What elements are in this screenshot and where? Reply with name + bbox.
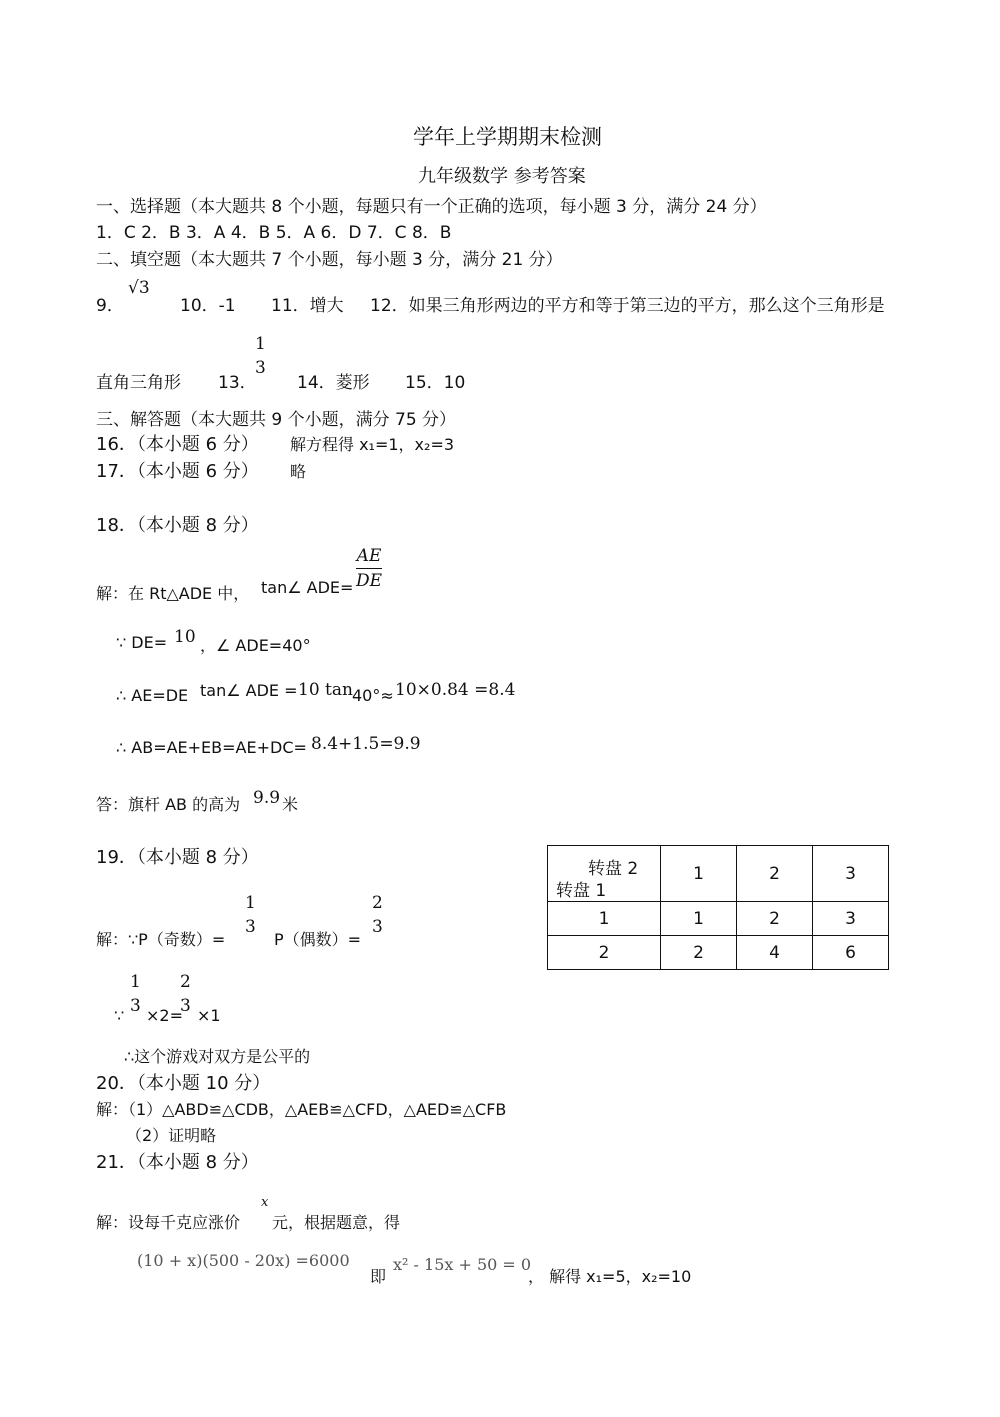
q19-f2-numerator: 2 xyxy=(372,893,383,913)
q21-solution: ， 解得 x₁=5，x₂=10 xyxy=(528,1267,692,1286)
q18-line3-d: 40°≈ xyxy=(352,686,394,705)
table-row xyxy=(548,902,889,936)
q18-fraction-denominator: DE xyxy=(356,571,383,591)
table-header-top: 转盘 2 xyxy=(588,859,639,879)
q18-label: 18．（本小题 8 分） xyxy=(96,515,259,536)
section2-heading: 二、填空题（本大题共 7 个小题，每小题 3 分，满分 21 分） xyxy=(96,250,563,270)
q18-answer-c: 米 xyxy=(282,795,299,814)
q20-line2: （2）证明略 xyxy=(126,1126,217,1145)
q18-line4-a: ∴ AB=AE+EB=AE+DC= xyxy=(116,738,307,757)
table-cell: 4 xyxy=(737,936,813,970)
q9-label: 9． xyxy=(96,296,124,316)
q21-line1-x: x xyxy=(261,1195,269,1210)
table-col-header: 2 xyxy=(737,846,813,902)
q19-f3-numerator: 1 xyxy=(130,972,141,992)
q19-fraction-odd xyxy=(245,893,256,937)
q19-f1-denominator: 3 xyxy=(245,917,256,937)
q21-line1-a: 解：设每千克应涨价 xyxy=(96,1213,241,1232)
table-row-label: 1 xyxy=(548,902,661,936)
q17-label: 17．（本小题 6 分） xyxy=(96,461,259,482)
table-cell: 2 xyxy=(737,902,813,936)
q18-answer-a: 答：旗杆 AB 的高为 xyxy=(96,795,241,814)
table-row-label: 2 xyxy=(548,936,661,970)
q19-f2-denominator: 3 xyxy=(372,917,383,937)
q21-line1-b: 元，根据题意，得 xyxy=(272,1213,401,1232)
q13-label: 13． xyxy=(218,373,257,393)
q19-line2-a: ∵ xyxy=(114,1006,125,1025)
table-cell: 1 xyxy=(661,902,737,936)
q18-line2-c: ，∠ ADE=40° xyxy=(200,636,311,655)
page-title: 学年上学期期末检测 xyxy=(413,125,602,149)
table-cell: 6 xyxy=(813,936,889,970)
q12-answer: 12．如果三角形两边的平方和等于第三边的平方，那么这个三角形是 xyxy=(370,296,885,316)
q11-answer: 11．增大 xyxy=(271,296,344,316)
q18-fraction-bar xyxy=(356,568,382,569)
q19-line1-b: P（偶数）= xyxy=(274,930,362,949)
q18-fraction xyxy=(356,546,382,591)
q18-fraction-numerator: AE xyxy=(356,546,382,566)
page-subtitle: 九年级数学 参考答案 xyxy=(418,166,586,187)
section3-heading: 三、解答题（本大题共 9 个小题，满分 75 分） xyxy=(96,410,457,430)
q13-fraction xyxy=(255,334,266,378)
q16-label: 16．（本小题 6 分） xyxy=(96,434,259,455)
q19-f3-denominator: 3 xyxy=(130,996,141,1016)
q19-label: 19．（本小题 8 分） xyxy=(96,847,259,868)
q20-label: 20．（本小题 10 分） xyxy=(96,1073,271,1094)
q19-conclusion: ∴这个游戏对双方是公平的 xyxy=(124,1047,311,1066)
table-col-header: 3 xyxy=(813,846,889,902)
q18-line3-a: ∴ AE=DE xyxy=(116,686,189,705)
q19-f4-numerator: 2 xyxy=(180,972,191,992)
q10-answer: 10．-1 xyxy=(180,296,236,316)
q18-line1-text: 解：在 Rt△ADE 中， xyxy=(96,584,250,603)
table-cell: 3 xyxy=(813,902,889,936)
q19-f4-denominator: 3 xyxy=(180,996,191,1016)
table-col-header: 1 xyxy=(661,846,737,902)
q21-equation1: (10 + x)(500 - 20x) =6000 xyxy=(137,1251,350,1270)
q9-value: √3 xyxy=(128,278,150,298)
q15-answer: 15．10 xyxy=(405,373,466,393)
q21-label: 21．（本小题 8 分） xyxy=(96,1152,259,1173)
q21-equation2: x² - 15x + 50 = 0 xyxy=(393,1255,532,1274)
q13-denominator: 3 xyxy=(255,358,266,378)
table-cell: 2 xyxy=(661,936,737,970)
q19-fraction-four xyxy=(180,972,191,1016)
q19-line2-b: ×2= xyxy=(146,1006,183,1025)
q18-line2-b: 10 xyxy=(174,627,196,647)
q13-numerator: 1 xyxy=(255,334,266,354)
q18-answer-b: 9.9 xyxy=(253,788,281,808)
q18-line3-c: 10 tan xyxy=(298,680,353,700)
q19-fraction-three xyxy=(130,972,141,1016)
q17-text: 略 xyxy=(290,462,307,481)
section1-heading: 一、选择题（本大题共 8 个小题，每题只有一个正确的选项，每小题 3 分，满分 24 分） xyxy=(96,197,767,217)
table-header-bottom: 转盘 1 xyxy=(556,881,607,901)
q12-continuation: 直角三角形 xyxy=(96,373,181,393)
spinner-table xyxy=(547,845,889,970)
table-row xyxy=(548,936,889,970)
q18-line3-b: tan∠ ADE = xyxy=(200,681,298,700)
q19-line1-a: 解：∵P（奇数）= xyxy=(96,930,226,949)
q14-answer: 14．菱形 xyxy=(297,373,370,393)
q19-line2-c: ×1 xyxy=(197,1006,221,1025)
q18-line2-a: ∵ DE= xyxy=(116,633,168,652)
q16-text: 解方程得 x₁=1，x₂=3 xyxy=(290,435,455,454)
q20-line1: 解：（1）△ABD≌△CDB，△AEB≌△CFD，△AED≌△CFB xyxy=(96,1100,507,1119)
table-header-corner xyxy=(548,846,661,902)
q19-f1-numerator: 1 xyxy=(245,893,256,913)
q19-fraction-even xyxy=(372,893,383,937)
q18-line4-b: 8.4+1.5=9.9 xyxy=(311,734,421,754)
q18-line3-e: 10×0.84 =8.4 xyxy=(395,680,516,700)
q21-ji: 即 xyxy=(370,1267,387,1286)
q18-line1-tan: tan∠ ADE= xyxy=(261,578,354,597)
section1-answers: 1．C 2．B 3．A 4．B 5．A 6．D 7．C 8．B xyxy=(96,223,452,243)
